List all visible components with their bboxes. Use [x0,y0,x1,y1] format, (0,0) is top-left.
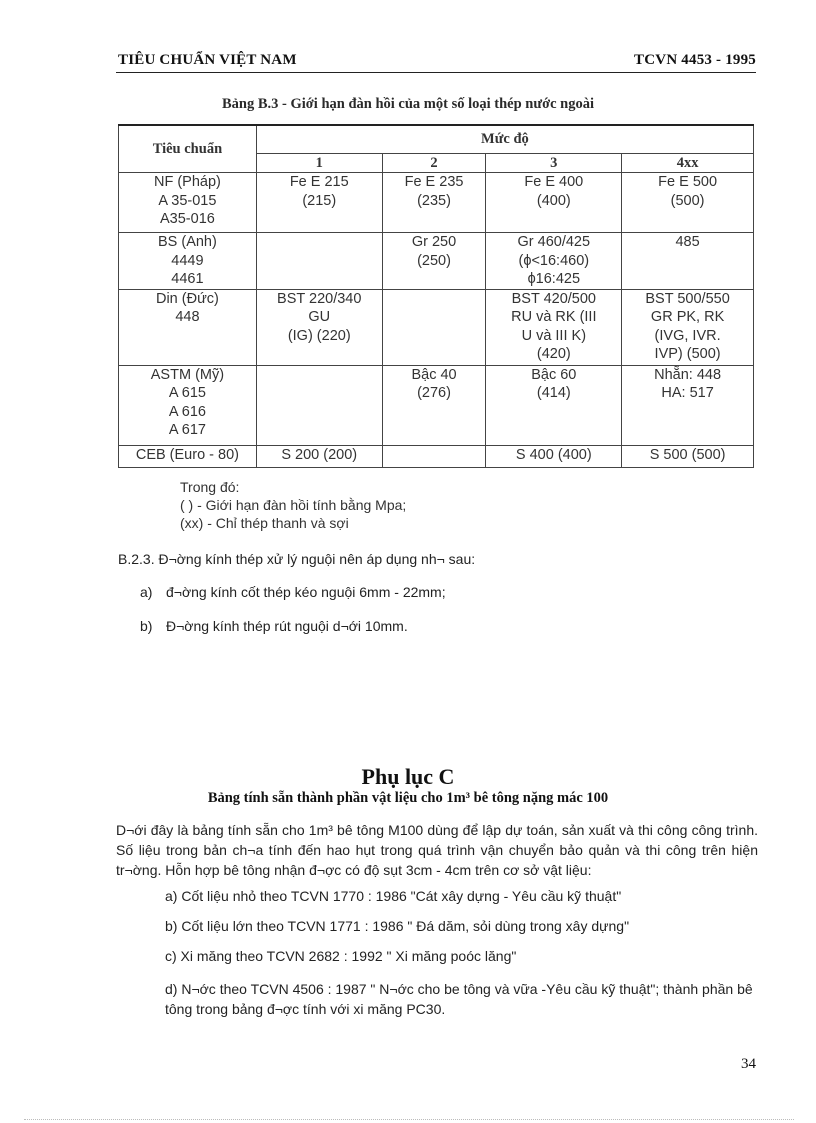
table-row [119,173,754,233]
cell-line: (215) [302,192,337,209]
cell-line: A 616 [168,403,206,420]
level-header: 1 [256,153,382,173]
cell-line: S 500 (500) [649,446,726,463]
level-cell [622,445,754,467]
cell-line: RU và RK (III [511,309,597,325]
section-b23: B.2.3. Đ¬ờng kính thép xử lý nguội nên áp dụng nh¬ sau: [118,551,476,567]
cell-line: (500) [670,192,705,209]
note-line: ( ) - Giới hạn đàn hồi tính bằng Mpa; [180,497,407,513]
level-cell [382,365,486,445]
level-cell [256,365,382,445]
col-group: Mức độ [256,125,753,153]
item-marker: a) [140,584,153,600]
material-item-d: d) N¬ớc theo TCVN 4506 : 1987 " N¬ớc cho be tông và vữa -Yêu cầu kỹ thuật"; thành phần bê tông trong bảng đ¬ợc tính với xi măng PC30. [165,981,753,1017]
level-header: 4xx [622,153,754,173]
level-cell [486,445,622,467]
cell-line: (IVG, IVR. [654,327,721,344]
cell-line: (400) [536,192,571,209]
header-right: TCVN 4453 - 1995 [634,52,756,68]
cell-line: Fe E 400 [524,174,584,190]
header-rule [116,72,756,73]
material-item-b: b) Cốt liệu lớn theo TCVN 1771 : 1986 " Đá dăm, sỏi dùng trong xây dựng" [165,918,630,934]
table-row [119,365,754,445]
cell-line: (IG) (220) [287,327,351,344]
cell-line: HA: 517 [661,385,714,401]
material-item-a: a) Cốt liệu nhỏ theo TCVN 1770 : 1986 "Cát xây dựng - Yêu cầu kỹ thuật" [165,888,622,904]
cell-line: 4449 [171,252,204,269]
appendix-subtitle: Bảng tính sẵn thành phần vật liệu cho 1m³ bê tông nặng mác 100 [207,790,609,806]
cell-line: Fe E 500 [658,174,718,190]
item-text: đ¬ờng kính cốt thép kéo nguội 6mm - 22mm; [166,584,446,600]
table-body [119,173,754,468]
cell-line: Nhẵn: 448 [654,366,722,383]
table-row [119,233,754,290]
table-notes [180,478,406,532]
cell-line: 4461 [171,271,204,287]
appendix-intro: D¬ới đây là bảng tính sẵn cho 1m³ bê tông M100 dùng để lập dự toán, sản xuất và thi công công trình. Số liệu trong bản ch¬a tính đến hao hụt trong quá trình vận chuyển bảo quản và thi công trên hiện tr¬ờng. Hỗn hợp bê tông nhận đ¬ợc có độ sụt 3cm - 4cm trên cơ sở vật liệu: [116,822,758,878]
level-cell [256,445,382,467]
level-cell [382,173,486,233]
level-header: 2 [382,153,486,173]
cell-line: Gr 460/425 [517,234,591,250]
standard-cell [119,173,257,233]
cell-line: (276) [417,385,451,401]
level-cell [486,173,622,233]
level-cell [622,365,754,445]
cell-line: BST 220/340 [277,290,362,307]
standard-cell [119,445,257,467]
cell-line: GU [308,309,331,325]
item-marker: b) [140,618,153,634]
cell-line: S 400 (400) [515,446,592,463]
table-row [119,289,754,365]
level-cell [486,365,622,445]
standard-cell [119,289,257,365]
cell-line: Gr 250 [411,234,457,250]
table-caption: Bảng B.3 - Giới hạn đàn hồi của một số loại thép nước ngoài [221,96,595,112]
cell-line: A 617 [168,422,206,438]
b23-item-a [140,584,446,600]
page-number: 34 [741,1056,756,1072]
cell-line: 448 [175,309,200,325]
level-cell [622,173,754,233]
cell-line: (420) [536,346,571,362]
cell-line: 485 [675,234,700,250]
cell-line: GR PK, RK [650,309,725,325]
col-standard: Tiêu chuẩn [119,125,257,173]
level-cell [256,173,382,233]
cell-line: Fe E 235 [404,174,464,190]
table-row [119,445,754,467]
cell-line: S 200 (200) [281,446,358,463]
cell-line: BST 500/550 [645,290,730,307]
cell-line: A 35-015 [158,192,217,209]
item-text: Đ¬ờng kính thép rút nguội d¬ới 10mm. [166,618,408,634]
appendix-title: Phụ lục C [361,764,455,789]
cell-line: CEB (Euro - 80) [135,446,239,463]
standard-cell [119,233,257,290]
cell-line: (235) [417,192,451,209]
cell-line: Bậc 60 [531,366,577,383]
standard-cell [119,365,257,445]
cell-line: A 615 [168,385,206,401]
level-header: 3 [486,153,622,173]
level-cell [486,233,622,290]
cell-line: NF (Pháp) [153,174,221,190]
level-cell [622,289,754,365]
cell-line: (250) [417,252,451,269]
note-line: (xx) - Chỉ thép thanh và sợi [180,515,349,531]
b23-item-b [140,618,408,634]
cell-line: BS (Anh) [158,234,217,250]
level-cell [382,445,486,467]
cell-line: (414) [536,385,571,401]
material-item-c: c) Xi măng theo TCVN 2682 : 1992 " Xi măng poóc lăng" [165,948,517,964]
cell-line: ASTM (Mỹ) [150,366,225,383]
note-line: Trong đó: [180,479,240,495]
cell-line: BST 420/500 [511,290,596,307]
cell-line: Din (Đức) [155,290,219,307]
level-cell [622,233,754,290]
bottom-rule [24,1119,794,1120]
cell-line: A35-016 [160,211,215,227]
cell-line: (ϕ<16:460) [518,252,590,269]
level-cell [382,289,486,365]
steel-table [118,124,754,468]
level-cell [256,289,382,365]
level-cell [382,233,486,290]
level-cell [256,233,382,290]
cell-line: Fe E 215 [289,174,349,190]
header-left: TIÊU CHUẨN VIỆT NAM [118,52,297,68]
cell-line: ϕ16:425 [527,271,581,287]
cell-line: U và III K) [521,327,587,344]
level-cell [486,289,622,365]
cell-line: IVP) (500) [654,346,721,362]
cell-line: Bậc 40 [411,366,457,383]
